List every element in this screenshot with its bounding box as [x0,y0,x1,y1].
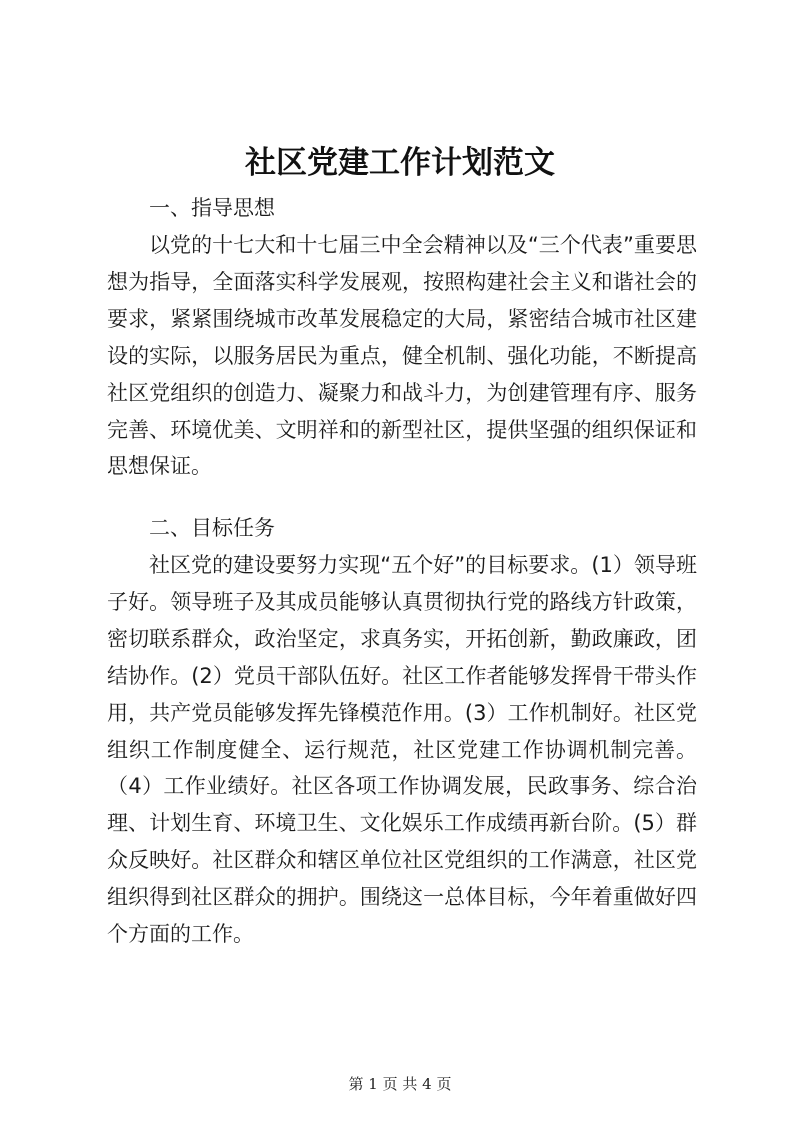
paragraph-guiding-thought: 以党的十七大和十七届三中全会精神以及“三个代表”重要思想为指导，全面落实科学发展观，按照构建社会主义和谐社会的要求，紧紧围绕城市改革发展稳定的大局，紧密结合城市社区建设的实际，以服务居民为重点，健全机制、强化功能，不断提高社区党组织的创造力、凝聚力和战斗力，为创建管理有序、服务完善、环境优美、文明祥和的新型社区，提供坚强的组织保证和思想保证。 [107,233,697,479]
paragraph-goals: 社区党的建设要努力实现“五个好”的目标要求。(1）领导班子好。领导班子及其成员能够认真贯彻执行党的路线方针政策，密切联系群众，政治坚定，求真务实，开拓创新，勤政廉政，团结协作。(2）党员干部队伍好。社区工作者能够发挥骨干带头作用，共产党员能够发挥先锋模范作用。(3）工作机制好。社区党组织工作制度健全、运行规范，社区党建工作协调机制完善。（4）工作业绩好。社区各项工作协调发展，民政事务、综合治理、计划生育、环境卫生、文化娱乐工作成绩再新台阶。(5）群众反映好。社区群众和辖区单位社区党组织的工作满意，社区党组织得到社区群众的拥护。围绕这一总体目标，今年着重做好四个方面的工作。 [107,553,697,947]
page-footer: 第 1 页 共 4 页 [348,1075,452,1093]
page-title: 社区党建工作计划范文 [245,145,555,181]
section-heading-guiding-thought: 一、指导思想 [149,196,275,220]
section-heading-goals: 二、目标任务 [149,516,275,540]
